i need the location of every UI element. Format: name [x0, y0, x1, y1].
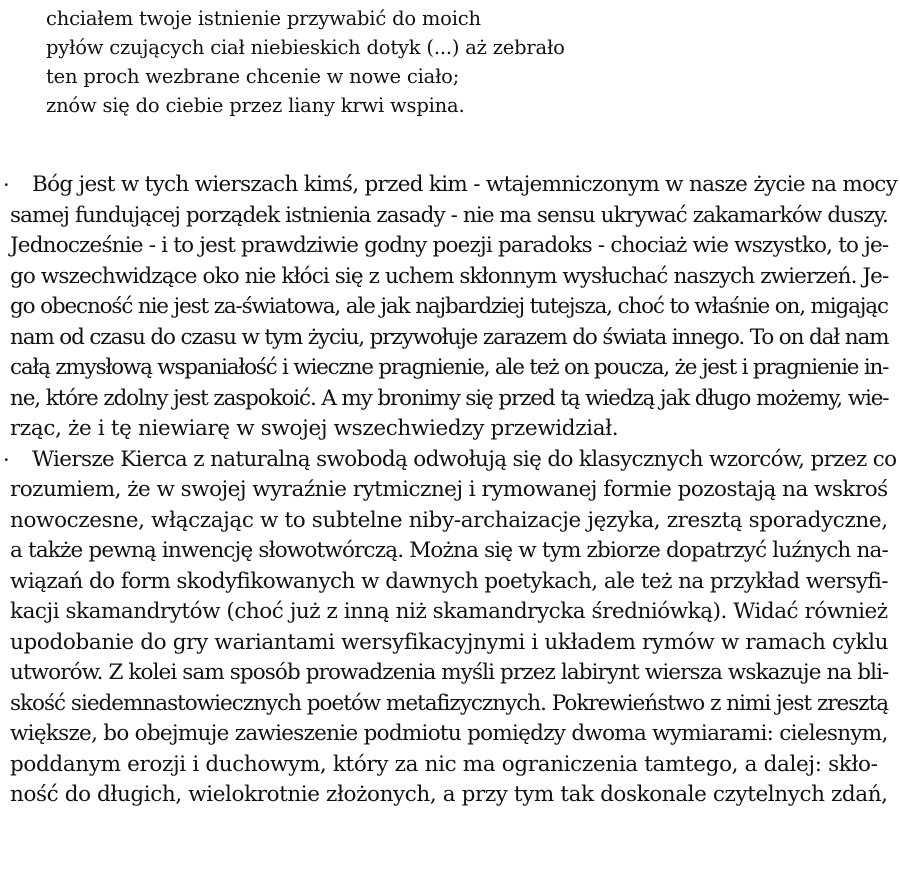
- paragraph-1-line-5: go obecność nie jest za-światowa, ale jak najbardziej tutejsza, choć to właśnie on, migając: [10, 294, 888, 319]
- line-text: Wiersze Kierca z naturalną swobodą odwołują się do klasycznych wzorców, przez co: [32, 446, 897, 472]
- paragraph-2-line-7: upodobanie do gry wariantami wersyfikacyjnymi i układem rymów w ramach cyklu: [10, 629, 889, 655]
- paragraph-2-line-6: kacji skamandrytów (choć już z inną niż skamandrycka średniówką). Widać również: [10, 599, 888, 624]
- paragraph-1-line-7: całą zmysłową wspaniałość i wieczne pragnienie, ale też on poucza, że jest i pragnienie in-: [10, 355, 889, 380]
- poem-line-1: chciałem twoje istnienie przywabić do moich: [46, 7, 481, 30]
- paragraph-2-line-4: a także pewną inwencję słowotwórczą. Można się w tym zbiorze dopatrzyć luźnych na-: [10, 538, 888, 563]
- paragraph-2-line-12: ność do długich, wielokrotnie złożonych, a przy tym tak doskonale czytelnych zdań,: [10, 782, 888, 807]
- bullet-marker: ·: [3, 173, 9, 197]
- poem-line-4: znów się do ciebie przez liany krwi wspina.: [46, 94, 465, 117]
- poem-line-2: pyłów czujących ciał niebieskich dotyk (...) aż zebrało: [46, 36, 565, 59]
- paragraph-1-line-4: go wszechwidzące oko nie kłóci się z uchem skłonnym wysłuchać naszych zwierzeń. Je-: [10, 263, 889, 289]
- paragraph-2-line-10: większe, bo obejmuje zawieszenie podmiotu pomiędzy dwoma wymiarami: cielesnym,: [10, 721, 888, 746]
- poem-line-3: ten proch wezbrane chcenie w nowe ciało;: [46, 65, 460, 88]
- paragraph-2-line-3: nowoczesne, włączając w to subtelne niby-archaizacje języka, zresztą sporadyczne,: [10, 507, 888, 533]
- line-text: Bóg jest w tych wierszach kimś, przed kim - wtajemniczonym w nasze życie na mocy: [32, 172, 898, 197]
- paragraph-2-line-2: rozumiem, że w swojej wyraźnie rytmicznej i rymowanej formie pozostają na wskroś: [10, 477, 888, 502]
- paragraph-1-line-8: ne, które zdolny jest zaspokoić. A my bronimy się przed tą wiedzą jak długo możemy, wie-: [10, 385, 889, 411]
- prose-body: [3, 170, 898, 811]
- paragraph-1-line-3: Jednocześnie - i to jest prawdziwie godny poezji paradoks - chociaż wie wszystko, to je-: [10, 233, 889, 258]
- bullet-marker: ·: [3, 447, 10, 472]
- poem-quote: [46, 4, 846, 120]
- paragraph-1-line-9: rząc, że i tę niewiarę w swojej wszechwiedzy przewidział.: [10, 416, 619, 441]
- paragraph-2-line-1: [3, 445, 897, 476]
- paragraph-2: [3, 445, 897, 811]
- paragraph-2-line-11: poddanym erozji i duchowym, który za nic ma ograniczenia tamtego, a dalej: skło-: [10, 751, 878, 777]
- paragraph-2-line-5: wiązań do form skodyfikowanych w dawnych poetykach, ale też na przykład wersyfi-: [10, 568, 888, 594]
- paragraph-2-line-9: skość siedemnastowiecznych poetów metafizycznych. Pokrewieństwo z nimi jest zresztą: [10, 690, 889, 716]
- paragraph-2-line-8: utworów. Z kolei sam sposób prowadzenia myśli przez labirynt wiersza wskazuje na bli-: [10, 660, 889, 685]
- paragraph-1-line-2: samej fundującej porządek istnienia zasady - nie ma sensu ukrywać zakamarków duszy.: [10, 202, 888, 228]
- paragraph-1-line-6: nam od czasu do czasu w tym życiu, przywołuje zarazem do świata innego. To on dał nam: [10, 324, 889, 350]
- paragraph-1-line-1: [3, 170, 898, 201]
- paragraph-1: [3, 170, 898, 445]
